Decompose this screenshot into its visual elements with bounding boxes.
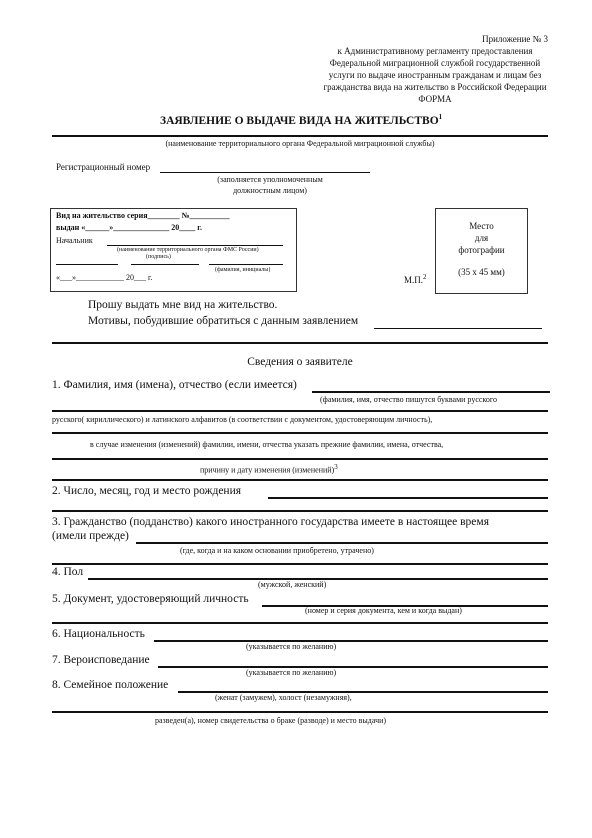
appendix-number: Приложение № 3 — [482, 34, 548, 44]
field-7-caption: (указывается по желанию) — [246, 668, 337, 677]
field-5-input-line-2[interactable] — [52, 622, 548, 624]
field-6-caption: (указывается по желанию) — [246, 642, 337, 651]
permit-name-field[interactable] — [209, 264, 283, 265]
field-1-caption-text: причину и дату изменения (изменений) — [200, 465, 335, 475]
page-title — [160, 113, 442, 127]
motives-field[interactable] — [374, 328, 542, 329]
field-2-input[interactable] — [268, 497, 548, 499]
permit-sign-caption: (подпись) — [146, 254, 171, 260]
field-1-caption: (фамилия, имя, отчество пишутся буквами русского — [320, 395, 497, 404]
field-8-label: 8. Семейное положение — [52, 679, 169, 691]
stamp-footnote: 2 — [423, 273, 427, 281]
motives-label: Мотивы, побудившие обратиться с данным заявлением — [88, 315, 359, 327]
field-6-input[interactable] — [154, 640, 548, 642]
field-1-input-line-4[interactable] — [52, 458, 548, 460]
field-8-caption: разведен(а), номер свидетельства о браке (разводе) и место выдачи) — [155, 716, 387, 725]
registration-caption: (заполняется уполномоченным — [217, 175, 323, 184]
permit-sign-field-2[interactable] — [131, 264, 199, 265]
request-text: Прошу выдать мне вид на жительство. — [88, 299, 278, 311]
photo-label: фотографии — [458, 245, 505, 255]
field-8-input-line-2[interactable] — [52, 711, 548, 713]
authority-caption: (наименование территориального органа Федеральной миграционной службы) — [165, 139, 435, 148]
field-1-input-line-5[interactable] — [52, 479, 548, 481]
field-1-input-line-3[interactable] — [52, 432, 548, 434]
field-5-caption: (номер и серия документа, кем и когда выдан) — [305, 606, 462, 615]
field-1-caption — [200, 463, 338, 475]
field-2-input-line-2[interactable] — [52, 510, 548, 512]
permit-chief-field[interactable] — [107, 245, 283, 246]
photo-label: для — [474, 233, 489, 243]
field-3-input-line-2[interactable] — [52, 563, 548, 565]
title-text: ЗАЯВЛЕНИЕ О ВЫДАЧЕ ВИДА НА ЖИТЕЛЬСТВО — [160, 114, 439, 127]
field-2-label: 2. Число, месяц, год и место рождения — [52, 485, 242, 497]
appendix-line: Федеральной миграционной службой государственной — [329, 58, 541, 68]
stamp-text: М.П. — [404, 275, 424, 285]
field-3-caption: (где, когда и на каком основании приобретено, утрачено) — [180, 546, 374, 555]
field-1-input[interactable] — [312, 391, 550, 393]
permit-name-caption: (фамилия, инициалы) — [215, 267, 271, 273]
field-7-label: 7. Вероисповедание — [52, 654, 150, 666]
field-7-input[interactable] — [158, 666, 548, 668]
field-3-label: 3. Гражданство (подданство) какого иностранного государства имеете в настоящее время — [52, 516, 489, 528]
motives-field-line-2[interactable] — [52, 342, 548, 344]
permit-date-line[interactable]: «___»____________ 20___ г. — [56, 273, 153, 282]
photo-box[interactable] — [435, 208, 528, 294]
appendix-line: услуги по выдаче иностранным гражданам и лицам без — [328, 70, 542, 80]
form-label: ФОРМА — [418, 94, 452, 104]
field-3-input[interactable] — [136, 542, 548, 544]
authority-line[interactable] — [52, 135, 548, 137]
appendix-line: гражданства вида на жительство в Российской Федерации — [323, 82, 547, 92]
applicant-section-header: Сведения о заявителе — [247, 356, 353, 368]
registration-number-field[interactable] — [160, 172, 370, 173]
field-1-label: 1. Фамилия, имя (имена), отчество (если имеется) — [52, 379, 297, 391]
field-1-footnote: 3 — [334, 463, 338, 471]
permit-box — [50, 208, 297, 292]
field-1-caption: русского( кириллического) и латинского алфавитов (в соответствии с документом, удостоверяющим личность), — [52, 415, 433, 424]
permit-chief-label: Начальник — [56, 236, 93, 245]
field-8-caption: (женат (замужем), холост (незамужняя), — [215, 693, 352, 702]
field-3-label-2: (имели прежде) — [52, 530, 129, 542]
field-1-caption: в случае изменения (изменений) фамилии, имени, отчества указать прежние фамилии, имена, отчества, — [90, 440, 444, 449]
appendix-line: к Административному регламенту предоставления — [337, 46, 533, 56]
field-4-caption: (мужской, женский) — [258, 580, 327, 589]
registration-caption: должностным лицом) — [233, 186, 307, 195]
field-1-input-line-2[interactable] — [52, 410, 548, 412]
photo-label: Место — [469, 221, 494, 231]
stamp-label — [404, 273, 427, 285]
registration-label: Регистрационный номер — [56, 162, 151, 172]
permit-series-line[interactable]: Вид на жительство серия________ №__________ — [56, 211, 230, 220]
field-4-label: 4. Пол — [52, 566, 84, 578]
photo-size-label: (35 х 45 мм) — [458, 267, 505, 277]
field-6-label: 6. Национальность — [52, 628, 145, 640]
field-5-label: 5. Документ, удостоверяющий личность — [52, 593, 249, 605]
permit-org-caption: (наименование территориального органа ФМС России) — [117, 247, 259, 253]
permit-issued-line[interactable]: выдан «______»______________ 20____ г. — [56, 223, 202, 232]
permit-sign-field[interactable] — [56, 264, 118, 265]
title-footnote: 1 — [438, 113, 443, 121]
